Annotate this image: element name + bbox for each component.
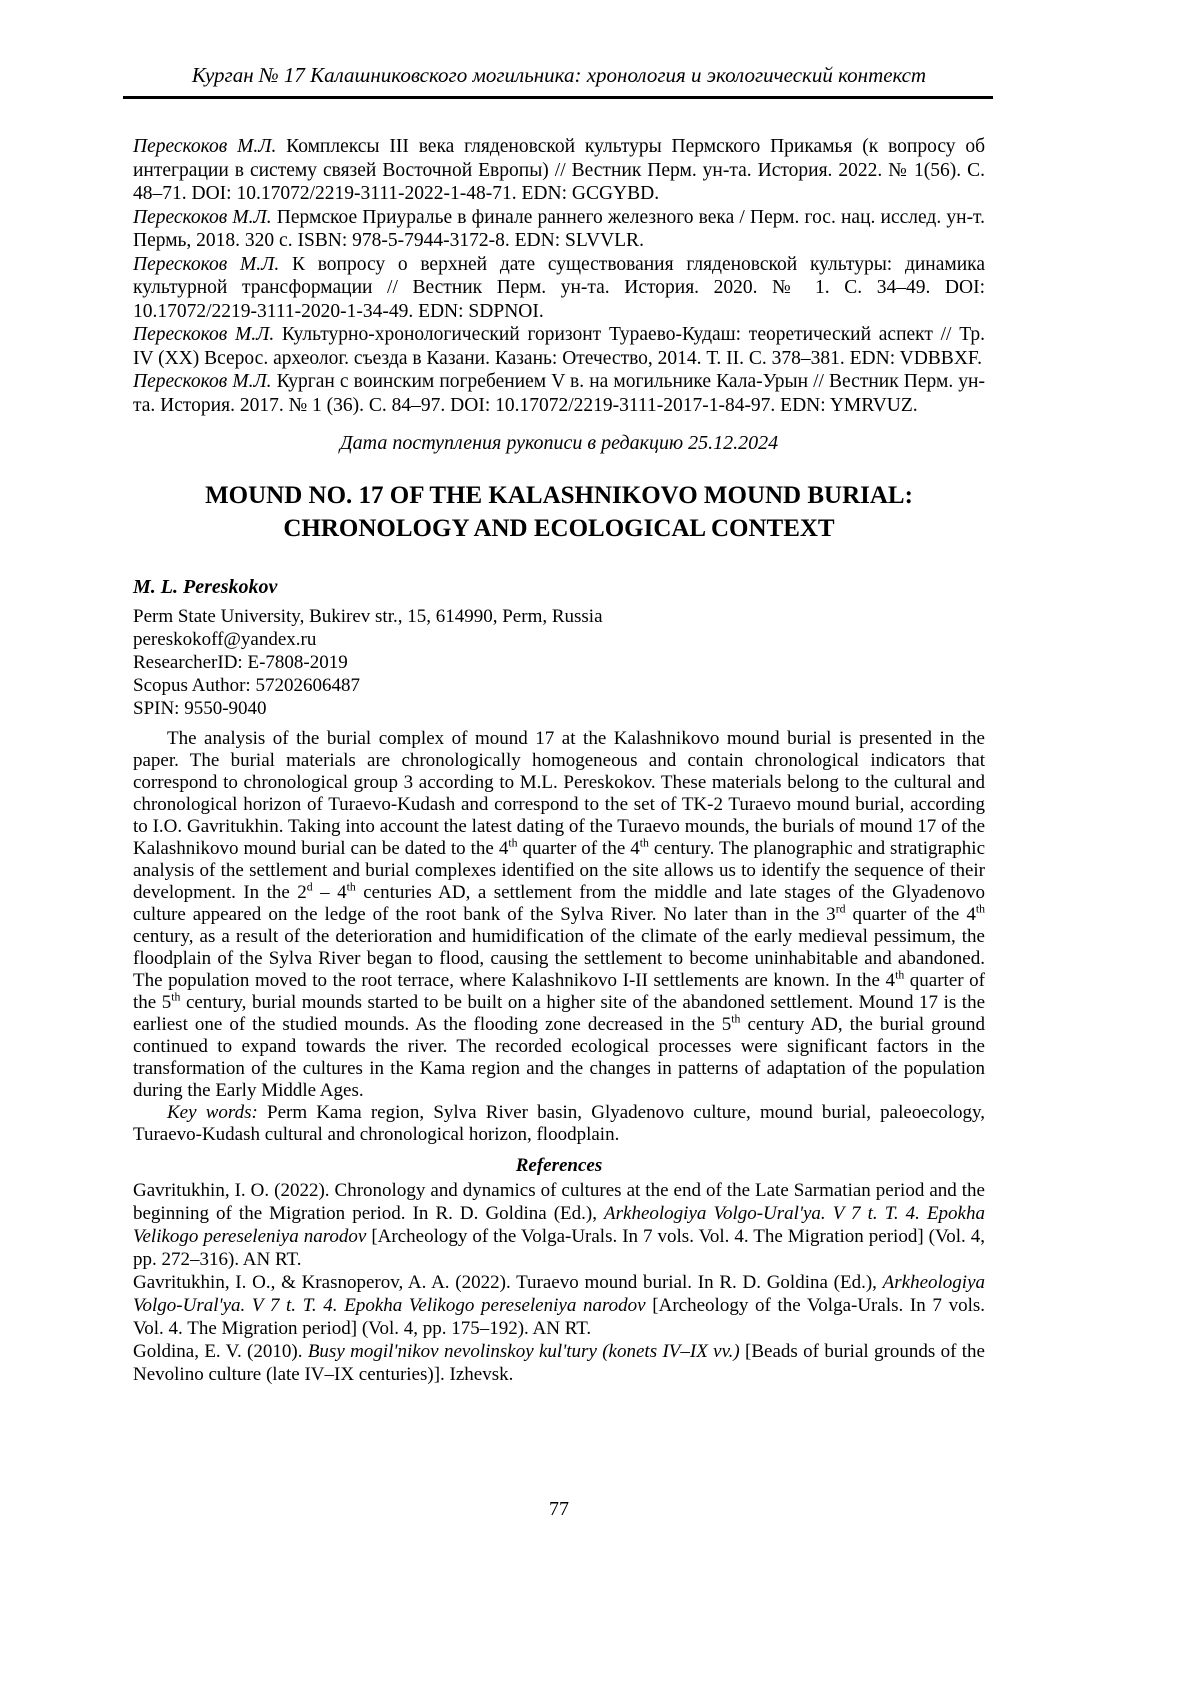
running-head: Курган № 17 Калашниковского могильника: хронология и экологический контекст [191,63,927,87]
reference-entry: Gavritukhin, I. O., & Krasnoperov, A. A. (2022). Turaevo mound burial. In R. D. Goldina (Ed.), Arkheologiya Volgo-Ural'ya. V 7 t. T. 4. Epokha Velikogo pereseleniya narodov [Archeology of the Volga-Urals. In 7 vols. Vol. 4. The Migration period] (Vol. 4, pp. 175–192). AN RT. [133,1272,985,1339]
reference-entry: Gavritukhin, I. O. (2022). Chronology and dynamics of cultures at the end of the Late Sarmatian period and the beginning of the Migration period. In R. D. Goldina (Ed.), Arkheologiya Volgo-Ural'ya. V 7 t. T. 4. Epokha Velikogo pereseleniya narodov [Archeology of the Volga-Urals. In 7 vols. Vol. 4. The Migration period] (Vol. 4, pp. 272–316). AN RT. [133,1180,985,1270]
russian-reference: Перескоков М.Л. Культурно-хронологический горизонт Тураево-Кудаш: теоретический аспект // Тр. IV (XX) Всерос. археолог. съезда в Казани. Казань: Отечество, 2014. Т. II. С. 378–381. EDN: VDBBXF. [133,324,986,369]
article-title-en [133,479,985,545]
header-rule [123,96,993,99]
page-number: 77 [549,1498,569,1520]
researcher-id: ResearcherID: E-7808-2019 [133,652,348,673]
russian-references-list [133,135,985,417]
reference-entry: Goldina, E. V. (2010). Busy mogil'nikov nevolinskoy kul'tury (konets IV–IX vv.) [Beads of burial grounds of the Nevolino culture (late IV–IX centuries)]. Izhevsk. [133,1341,985,1385]
keywords: Key words: Perm Kama region, Sylva River basin, Glyadenovo culture, mound burial, paleoecology, Turaevo-Kudash cultural and chronological horizon, floodplain. [133,1102,985,1145]
title-line-2: CHRONOLOGY AND ECOLOGICAL CONTEXT [283,515,835,542]
abstract-text: The analysis of the burial complex of mound 17 at the Kalashnikovo mound burial is presented in the paper. The burial materials are chronologically homogeneous and contain chronological indicators that correspond to chronological group 3 according to M.L. Pereskokov. These materials belong to the cultural and chronological horizon of Turaevo-Kudash and correspond to the set of TK-2 Turaevo mound burial, according to I.O. Gavritukhin. Taking into account the latest dating of the Turaevo mounds, the burials of mound 17 of the Kalashnikovo mound burial can be dated to the 4th quarter of the 4th century. The planographic and stratigraphic analysis of the settlement and burial complexes identified on the site allows us to identify the sequence of their development. In the 2$^d$ – 4th centuries AD, a settlement from the middle and late stages of the Glyadenovo culture appeared on the ledge of the root bank of the Sylva River. No later than in the 3rd quarter of the 4th century, as a result of the deterioration and humidification of the climate of the early medieval pessimum, the floodplain of the Sylva River began to flood, causing the settlement to become uninhabitable and abandoned. The population moved to the root terrace, where Kalashnikovo I-II settlements are known. In the 4th quarter of the 5th century, burial mounds started to be built on a higher site of the abandoned settlement. Mound 17 is the earliest one of the studied mounds. As the flooding zone decreased in the 5th century AD, the burial ground continued to expand towards the river. The recorded ecological processes were significant factors in the transformation of the cultures in the Kama region and the changes in patterns of adaptation of the population during the Early Middle Ages. [133,728,986,1101]
author-info-block [133,605,985,720]
author-affiliation: Perm State University, Bukirev str., 15, 614990, Perm, Russia [133,606,603,627]
author-name: M. L. Pereskokov [133,576,278,598]
submission-date-note: Дата поступления рукописи в редакцию 25.12.2024 [339,432,779,454]
scopus-id: Scopus Author: 57202606487 [133,675,360,696]
references-heading: References [515,1155,603,1176]
title-line-1: MOUND NO. 17 OF THE KALASHNIKOVO MOUND BURIAL: [205,482,913,509]
russian-reference: Перескоков М.Л. Курган с воинским погребением V в. на могильнике Кала-Урын // Вестник Перм. ун-та. История. 2017. № 1 (36). С. 84–97. DOI: 10.17072/2219-3111-2017-1-84-97. EDN: YMRVUZ. [133,371,985,416]
russian-reference: Перескоков М.Л. Комплексы III века гляденовской культуры Пермского Прикамья (к вопросу об интеграции в систему связей Восточной Европы) // Вестник Перм. ун-та. История. 2022. № 1(56). С. 48–71. DOI: 10.17072/2219-3111-2022-1-48-71. EDN: GCGYBD. [133,136,985,204]
russian-reference: Перескоков М.Л. К вопросу о верхней дате существования гляденовской культуры: динамика культурной трансформации // Вестник Перм. ун-та. История. 2020. № 1. С. 34–49. DOI: 10.17072/2219-3111-2020-1-34-49. EDN: SDPNOI. [133,253,986,322]
spin-code: SPIN: 9550-9040 [133,698,267,719]
author-email: pereskokoff@yandex.ru [133,629,317,650]
russian-reference: Перескоков М.Л. Пермское Приуралье в финале раннего железного века / Перм. гос. нац. исслед. ун-т. Пермь, 2018. 320 с. ISBN: 978-5-7944-3172-8. EDN: SLVVLR. [133,206,985,251]
references-list [133,1179,985,1386]
